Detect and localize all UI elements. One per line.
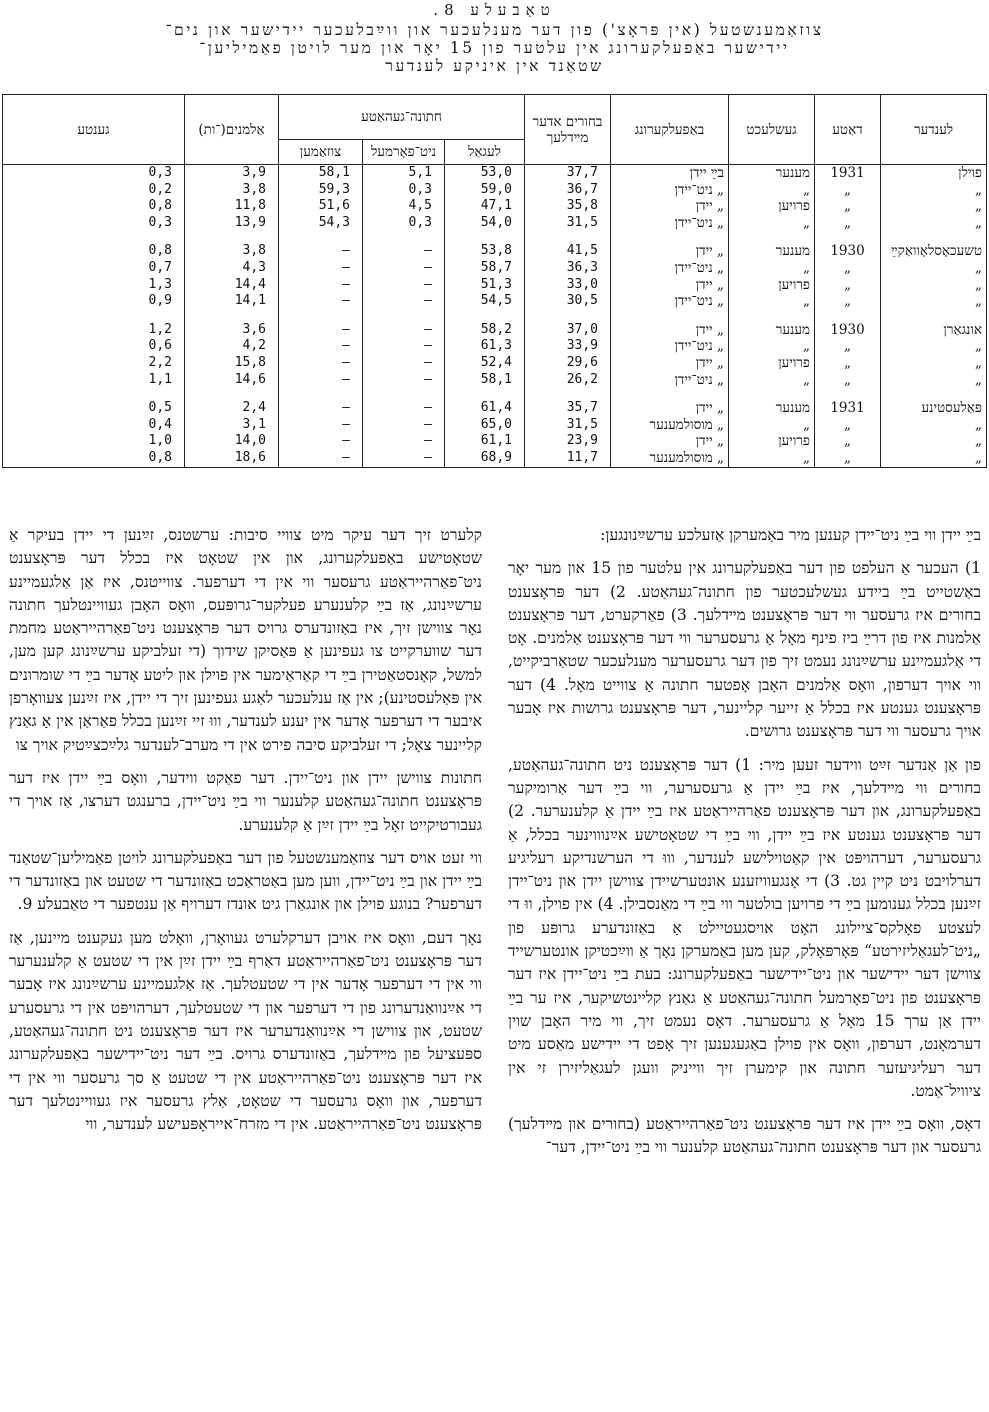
cell-sex: „ [729, 215, 815, 232]
header-single: בחורים אדער מײדלעך [525, 95, 611, 165]
cell-widowed: 4,2 [185, 338, 279, 355]
cell-country: „ [881, 198, 987, 215]
cell-sex: מענער [729, 165, 815, 182]
table-row [3, 400, 987, 417]
paragraph: חתונות צווישן יידן און ניט־יידן. דער פאַקט ווידער, וואָס בײַ יידן איז דער פּראָצענט חתונה־געהאַטע קלענער ווי בײַ ניט־יידן, ברענגט דערצו, אַז אויך די געבורטיקייט זאָל בײַ יידן זײַן אַ קלענערע. [9, 768, 482, 834]
table-row [3, 417, 987, 434]
cell-married-legal: 61,4 [445, 400, 525, 417]
cell-widowed: 3,8 [185, 182, 279, 199]
cell-population: „ ניט־יידן [611, 372, 729, 389]
cell-sex: פרויען [729, 433, 815, 450]
cell-divorced: 2,2 [3, 355, 185, 372]
table-label: טאַבעלע 8. [433, 1, 556, 19]
cell-married-legal: 54,0 [445, 215, 525, 232]
cell-widowed: 15,8 [185, 355, 279, 372]
table-row [3, 165, 987, 182]
header-divorced: גענטע [3, 95, 185, 165]
cell-married-together: 51,6 [279, 198, 363, 215]
cell-married-nonformal: — [363, 355, 445, 372]
cell-population: „ יידן [611, 433, 729, 450]
cell-married-nonformal: — [363, 293, 445, 310]
cell-divorced: 0,8 [3, 450, 185, 467]
cell-single: 30,5 [525, 293, 611, 310]
cell-country: אונגאַרן [881, 322, 987, 339]
cell-divorced: 0,9 [3, 293, 185, 310]
cell-sex: מענער [729, 243, 815, 260]
cell-widowed: 13,9 [185, 215, 279, 232]
cell-married-legal: 58,2 [445, 322, 525, 339]
cell-divorced: 1,2 [3, 322, 185, 339]
cell-widowed: 4,3 [185, 260, 279, 277]
cell-divorced: 0,4 [3, 417, 185, 434]
cell-married-legal: 53,8 [445, 243, 525, 260]
cell-country: „ [881, 355, 987, 372]
cell-year: „ [815, 355, 881, 372]
table-row [3, 182, 987, 199]
cell-married-together: — [279, 322, 363, 339]
cell-married-nonformal: — [363, 450, 445, 467]
table-row [3, 198, 987, 215]
cell-population: „ יידן [611, 277, 729, 294]
cell-sex: „ [729, 338, 815, 355]
cell-divorced: 0,3 [3, 215, 185, 232]
cell-widowed: 18,6 [185, 450, 279, 467]
cell-widowed: 3,8 [185, 243, 279, 260]
cell-divorced: 0,6 [3, 338, 185, 355]
header-married-nonformal: ניט־פאָרמעל [363, 140, 445, 165]
header-married-group: חתונה־געהאַטע [279, 95, 525, 140]
cell-widowed: 11,8 [185, 198, 279, 215]
cell-divorced: 0,5 [3, 400, 185, 417]
cell-country: „ [881, 433, 987, 450]
paragraph: קלערט זיך דער עיקר מיט צוויי סיבות: ערשטנס, זײַנען די יידן בעיקר אַ שטאָטישע באַפעלקערונג, און אין שטאָט איז בכלל דער פּראָצענט ניט־פאַרהייראַטע גרעסער ווי אין די דערפער. צווייטנס, איז אַן אַלגעמיינע ערשײַנונג, אַז בײַ קלענערע פעלקער־גרופּעס, וואָס האָבן געוויינטלעך חתונה נאָר צווישן זיך, איז באַזונדערס גרויס דער פּראָצענט ניט־פאַרהייראַטע מחמת דער שווערקייט צו געפינען אַ פּאַסיקן שידוך (די זעלביקע ערשײַנונג קען מען, למשל, קאָנסטאַטירן בײַ די קאַראַימער אין פוילן און ליטע אָדער בײַ די שומרונים אין פּאַלעסטינע); אין אַז ענלעכער לאַגע געפינען זיך די יידן, איז זײַנען צעוואָרפן איבער די דערפער אָדער אין יענע לענדער, וווּ זיי זײַנען בכלל פאַראַן אין אַ גאַנץ קליינער צאָל; די זעלביקע סיבה פירט אין די מערב־לענדער גלײַכצײַטיק אויך צו [9, 526, 483, 754]
cell-single: 35,7 [525, 400, 611, 417]
cell-sex: „ [729, 260, 815, 277]
cell-married-legal: 54,5 [445, 293, 525, 310]
header-population: באַפעלקערונג [611, 95, 729, 165]
table-row [3, 433, 987, 450]
cell-widowed: 2,4 [185, 400, 279, 417]
cell-country: „ [881, 417, 987, 434]
cell-married-legal: 58,7 [445, 260, 525, 277]
cell-single: 11,7 [525, 450, 611, 467]
cell-population: „ ניט־יידן [611, 338, 729, 355]
cell-population: „ ניט־יידן [611, 215, 729, 232]
cell-country: פוילן [881, 165, 987, 182]
cell-married-together: — [279, 450, 363, 467]
cell-married-legal: 51,3 [445, 277, 525, 294]
cell-population: „ יידן [611, 243, 729, 260]
group-spacer [3, 310, 987, 322]
table-title-line-2: יידישער באַפעלקערונג אין עלטער פון 15 יאָר און מער לויטן פאַמיליען־ [199, 38, 790, 57]
cell-married-nonformal: — [363, 417, 445, 434]
cell-married-together: — [279, 277, 363, 294]
cell-country: „ [881, 277, 987, 294]
cell-married-nonformal: 0,3 [363, 182, 445, 199]
cell-divorced: 0,8 [3, 198, 185, 215]
cell-married-legal: 47,1 [445, 198, 525, 215]
cell-married-together: — [279, 355, 363, 372]
cell-divorced: 1,0 [3, 433, 185, 450]
cell-year: „ [815, 450, 881, 467]
cell-year: 1931 [815, 400, 881, 417]
cell-married-together: — [279, 372, 363, 389]
cell-married-together: 54,3 [279, 215, 363, 232]
cell-sex: פרויען [729, 198, 815, 215]
cell-married-together: — [279, 293, 363, 310]
marital-status-table [2, 94, 987, 468]
cell-year: 1931 [815, 165, 881, 182]
cell-married-nonformal: — [363, 277, 445, 294]
cell-year: „ [815, 198, 881, 215]
group-spacer [3, 231, 987, 243]
cell-married-legal: 59,0 [445, 182, 525, 199]
paragraph: 1) העכער אַ העלפט פון דער באַפעלקערונג אין עלטער פון 15 און מער יאָר באַשטייט בײַ ביידע געשלעכטער פון חתונה־געהאַטע. 2) דער פּראָצענט בחורים איז גרעסער ווי דער פּראָצענט מײדלעך. 3) פאַרקערט, דער פּראָצענט אַלמנות איז פון דרײַ ביז פינף מאָל אַ גרעסערער ווי דער פּראָצענט אַלמנים. אָט די אַלגעמיינע ערשײַנונג נעמט זיך פון דער גרעסערער מענלעכער שטאַרביקייט, ווי אויך דערפון, וואָס אַלמנים האָבן אָפטער חתונה אַ צווייט מאָל. 4) דער פּראָצענט גענטע איז בכלל אַ זייער קליינער, דער פּראָצענט גרושות איז אָבער אויך גרעסער ווי דער פּראָצענט גרושים. [508, 559, 982, 741]
cell-married-together: — [279, 417, 363, 434]
cell-year: „ [815, 215, 881, 232]
body-text [3, 524, 987, 1412]
cell-single: 36,7 [525, 182, 611, 199]
table-row [3, 355, 987, 372]
text-column-right [508, 524, 981, 1170]
cell-married-together: — [279, 260, 363, 277]
text-column-left [9, 524, 482, 1146]
table-title-line-1: צוזאַמענשטעל (אין פּראָצ') פון דער מענלעכער און ווײַבלעכער יידישער און נים־ [165, 21, 824, 39]
cell-year: „ [815, 372, 881, 389]
cell-population: „ מוסולמענער [611, 450, 729, 467]
table-row [3, 215, 987, 232]
cell-population: „ יידן [611, 400, 729, 417]
table-row [3, 338, 987, 355]
cell-married-nonformal: — [363, 338, 445, 355]
table-row [3, 243, 987, 260]
cell-divorced: 0,8 [3, 243, 185, 260]
cell-single: 29,6 [525, 355, 611, 372]
cell-sex: פרויען [729, 355, 815, 372]
paragraph: ווי זעט אויס דער צוזאַמענשטעל פון דער באַפעלקערונג לויטן פאַמיליען־שטאַנד בײַ יידן און בײַ ניט־יידן, ווען מען באַטראַכט באַזונדער די שטעט און באַזונדער די דערפער? בנוגע פוילן און אונגאַרן גיט אונדז דערויף אַן ענטפער די טאַבעלע 9. [9, 848, 482, 914]
cell-married-together: 59,3 [279, 182, 363, 199]
cell-married-together: — [279, 400, 363, 417]
header-country: לענדער [881, 95, 987, 165]
cell-widowed: 3,1 [185, 417, 279, 434]
cell-married-nonformal: — [363, 372, 445, 389]
cell-married-nonformal: — [363, 243, 445, 260]
cell-sex: „ [729, 450, 815, 467]
cell-divorced: 1,3 [3, 277, 185, 294]
cell-married-nonformal: — [363, 433, 445, 450]
cell-year: „ [815, 433, 881, 450]
cell-single: 33,0 [525, 277, 611, 294]
cell-population: „ יידן [611, 198, 729, 215]
cell-widowed: 14,0 [185, 433, 279, 450]
cell-divorced: 0,2 [3, 182, 185, 199]
cell-single: 37,7 [525, 165, 611, 182]
cell-married-legal: 68,9 [445, 450, 525, 467]
cell-married-legal: 61,3 [445, 338, 525, 355]
cell-population: „ ניט־יידן [611, 293, 729, 310]
cell-population: „ מוסולמענער [611, 417, 729, 434]
paragraph: בײַ יידן ווי בײַ ניט־יידן קענען מיר באַמערקן אַזעלכע ערשײַנונגען: [600, 526, 981, 544]
table-row [3, 450, 987, 467]
cell-population: בײַ יידן [611, 165, 729, 182]
cell-sex: „ [729, 293, 815, 310]
cell-married-together: — [279, 243, 363, 260]
cell-year: „ [815, 277, 881, 294]
cell-married-together: 58,1 [279, 165, 363, 182]
cell-divorced: 0,7 [3, 260, 185, 277]
cell-year: „ [815, 260, 881, 277]
cell-population: „ ניט־יידן [611, 260, 729, 277]
cell-country: „ [881, 215, 987, 232]
cell-year: 1930 [815, 243, 881, 260]
cell-country: „ [881, 260, 987, 277]
cell-single: 37,0 [525, 322, 611, 339]
cell-widowed: 14,6 [185, 372, 279, 389]
cell-married-legal: 52,4 [445, 355, 525, 372]
cell-single: 35,8 [525, 198, 611, 215]
cell-single: 31,5 [525, 215, 611, 232]
cell-year: „ [815, 182, 881, 199]
cell-country: „ [881, 338, 987, 355]
table-row [3, 293, 987, 310]
header-married-legal: לעגאַל [445, 140, 525, 165]
cell-married-nonformal: — [363, 322, 445, 339]
cell-single: 31,5 [525, 417, 611, 434]
cell-population: „ יידן [611, 322, 729, 339]
cell-sex: „ [729, 182, 815, 199]
cell-married-nonformal: 4,5 [363, 198, 445, 215]
header-married-together: צוזאַמען [279, 140, 363, 165]
cell-married-together: — [279, 433, 363, 450]
cell-country: „ [881, 372, 987, 389]
table-row [3, 277, 987, 294]
cell-married-nonformal: — [363, 260, 445, 277]
cell-married-legal: 65,0 [445, 417, 525, 434]
cell-country: „ [881, 293, 987, 310]
cell-country: טשעכאָסלאָוואַקײַ [881, 243, 987, 260]
cell-single: 41,5 [525, 243, 611, 260]
table-row [3, 372, 987, 389]
cell-single: 36,3 [525, 260, 611, 277]
paragraph: פון אַן אַנדער זײַט ווידער זעען מיר: 1) דער פּראָצענט ניט חתונה־געהאַטע, בחורים ווי מײדלעך, איז בײַ יידן אַ גרעסערער, ווי בײַ דער אַרומיקער באַפעלקערונג, און דער פּראָצענט פאַרהייראַטע איז בײַ יידן אַ קלענערער. 2) דער פּראָצענט גענטע איז בײַ יידן, ווי בײַ די שטאָטישע אײַנוווינער בכלל, אַ גרעסערער, דערהויפּט אין קאַטוילישע לענדער, וווּ די הערשנדיקע רעליגיע דערלויבט ניט קיין גט. 3) די אָנגעוויזענע אונטערשיידן צווישן יידן און ניט־יידן זײַנען בכלל גענומען בײַ די פרויען בולטער ווי בײַ די מאַנסבילן. 4) אין פוילן, ווּ די לעצטע פאָלקס־ציילונג האָט אויסגעטיילט אַ באַזונדערע גרופּע פון „ניט־לעגאַליזירטע“ פּאָרפּאָלק, קען מען באַמערקן נאָך אַ ווײַכטיקן אונטערשייד צווישן דער יידישער און ניט־יידישער באַפעלקערונג: בעת בײַ ניט־יידן איז דער פּראָצענט פון ניט־פאָרמעל חתונה־געהאַטע אַ גאַנץ קליינטשיקער, איז ער בײַ יידן אַן ערך 15 מאָל אַ גרעסערער. דאָס נעמט זיך, ווי מיר האָבן שוין דערמאָנט, דערפון, וואָס אין פוילן באַגעגענען זיך אָפט די יידישע מאַסע מיט דער רעליגיעזער חתונה און קימערן זיך ווייניק וועגן לעגאַליזירן זי אין ציוויל־אַמט. [508, 755, 982, 1100]
table-header [0, 2, 989, 75]
cell-married-legal: 61,1 [445, 433, 525, 450]
table-row [3, 322, 987, 339]
cell-single: 23,9 [525, 433, 611, 450]
cell-population: „ ניט־יידן [611, 182, 729, 199]
cell-divorced: 1,1 [3, 372, 185, 389]
data-table-wrap [3, 94, 987, 468]
cell-sex: מענער [729, 322, 815, 339]
group-spacer [3, 388, 987, 400]
cell-country: „ [881, 182, 987, 199]
cell-divorced: 0,3 [3, 165, 185, 182]
cell-year: „ [815, 338, 881, 355]
cell-married-legal: 58,1 [445, 372, 525, 389]
paragraph: נאָך דעם, וואָס איז אויבן דערקלערט געוואָרן, וואָלט מען געקענט מיינען, אַז דער פּראָצענט ניט־פאַרהייראַטע דאַרף בײַ יידן זײַן אין די שטעט אַ קלענערער ווי אין די דערפער אָדער אין די שטעטלעך. אַז אַלגעמיינע ערשײַנונג איז אָבער די אײַנוואַנדערונג פון די דערפער און די שטעטלעך, דערהויפּט אין די גרעסערע שטעט, און צווישן די אײַנוואַנדערער איז דער פּראָצענט ניט חתונה־געהאַטע, ספּעציעל פון מײדלעך, באַזונדערס גרויס. בײַ דער ניט־יידישער באַפעלקערונג איז דער פּראָצענט ניט־פאַרהייראַטע אין די שטעט אַ סך גרעסער ווי אין די דערפער, און וואָס גרעסער די שטאָט, אַלץ גרעסער איז געוויינטלעך דער פּראָצענט ניט־פאַרהייראַטע. אין די מזרח־אייראָפּעישע לענדער, ווי [9, 928, 482, 1134]
cell-widowed: 3,6 [185, 322, 279, 339]
cell-year: 1930 [815, 322, 881, 339]
cell-sex: מענער [729, 400, 815, 417]
cell-sex: „ [729, 372, 815, 389]
cell-sex: פרויען [729, 277, 815, 294]
cell-widowed: 3,9 [185, 165, 279, 182]
header-widowed: אַלמנים(־ות) [185, 95, 279, 165]
cell-year: „ [815, 293, 881, 310]
cell-country: „ [881, 450, 987, 467]
cell-married-together: — [279, 338, 363, 355]
table-row [3, 260, 987, 277]
header-year: דאַטע [815, 95, 881, 165]
cell-married-nonformal: — [363, 400, 445, 417]
header-sex: געשלעכט [729, 95, 815, 165]
table-title-line-3: שטאַנד אין איניקע לענדער [385, 56, 604, 75]
cell-married-legal: 53,0 [445, 165, 525, 182]
cell-widowed: 14,1 [185, 293, 279, 310]
paragraph: דאָס, וואָס בײַ יידן איז דער פּראָצענט ניט־פאַרהייראַטע (בחורים און מײדלעך) גרעסער און דער פּראָצענט חתונה־געהאַטע קלענער ווי בײַ ניט־יידן, דער־ [508, 1115, 981, 1157]
cell-married-nonformal: 5,1 [363, 165, 445, 182]
cell-single: 26,2 [525, 372, 611, 389]
cell-country: פּאַלעסטינע [881, 400, 987, 417]
cell-year: „ [815, 417, 881, 434]
cell-sex: „ [729, 417, 815, 434]
table-body [3, 165, 987, 468]
cell-population: „ יידן [611, 355, 729, 372]
cell-single: 33,9 [525, 338, 611, 355]
cell-married-nonformal: 0,3 [363, 215, 445, 232]
cell-widowed: 14,4 [185, 277, 279, 294]
